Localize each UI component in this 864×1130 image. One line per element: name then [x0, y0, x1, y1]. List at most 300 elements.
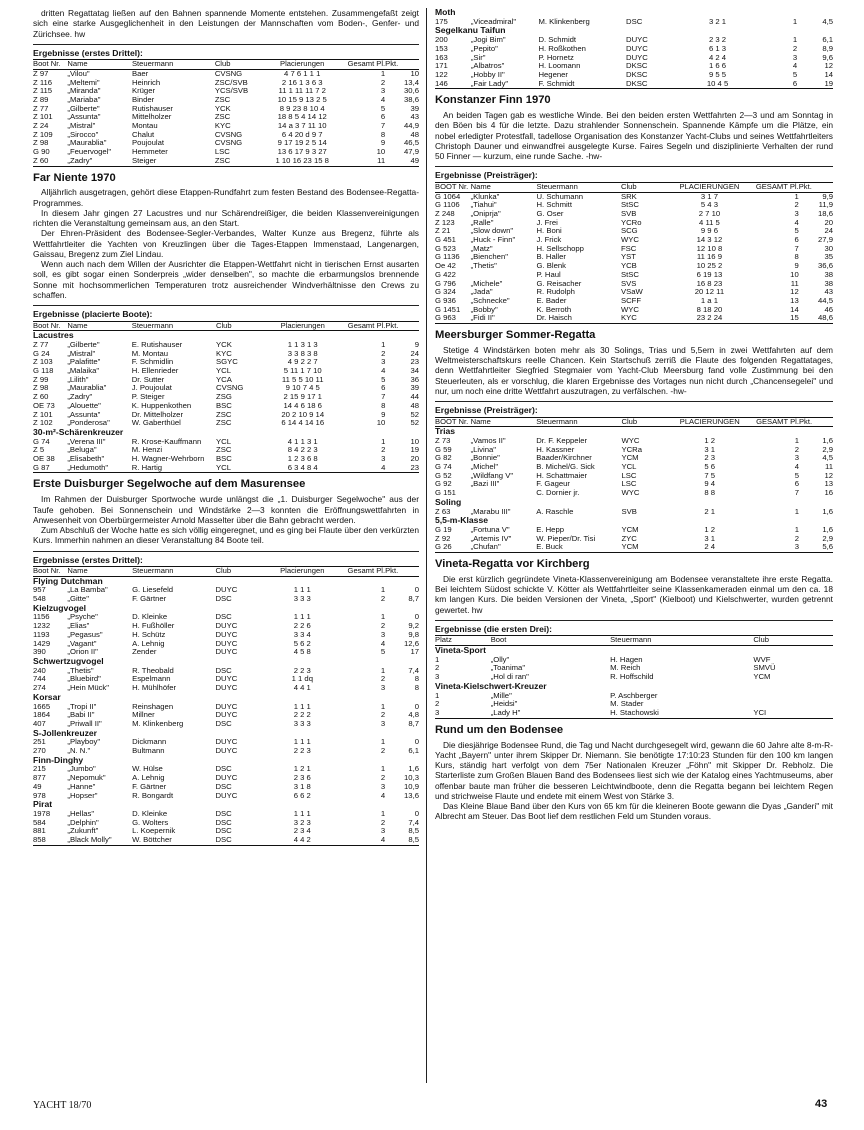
table-cell: 2: [380, 710, 386, 720]
table-cell: G. Reisacher: [536, 278, 582, 288]
table-cell: G 118: [33, 366, 54, 376]
column-header: Boot Nr.: [33, 566, 61, 576]
table-cell: 18,6: [818, 208, 833, 218]
table-cell: 43: [824, 287, 833, 297]
class-name: 30-m²-Schärenkreuzer: [33, 426, 124, 437]
table-cell: OE 38: [33, 454, 55, 464]
table-cell: „Hein Mück": [67, 683, 110, 693]
results-heading: Ergebnisse (erstes Drittel):: [33, 44, 419, 58]
table-cell: 3 1 8: [293, 781, 311, 791]
results-table: [435, 635, 833, 718]
table-cell: 1 1 1: [293, 808, 311, 818]
table-cell: 36: [410, 374, 419, 384]
table-cell: 4,5: [822, 16, 833, 26]
table-cell: 1: [794, 435, 799, 445]
table-cell: 1,6: [822, 506, 833, 516]
table-cell: 1 1 3 1 3: [287, 339, 318, 349]
table-cell: 2 16 1 3 6 3: [281, 77, 323, 87]
table-cell: 6 4 20 d 9 7: [281, 129, 323, 139]
table-cell: „Olly": [490, 654, 510, 664]
table-cell: 9: [380, 138, 386, 148]
table-cell: 10: [790, 269, 799, 279]
table-cell: G 151: [435, 488, 456, 498]
paragraph: dritten Regattatag ließen auf den Bahnen spannende Momente entstehen. Zusammengefaßt zeigt sich eine starke Ausgeglichenheit in den Leistungen der Mannschaften vom Boden-, Genfer- und Zürichsee. hw: [33, 8, 419, 39]
table-cell: 2 3 4: [293, 826, 311, 836]
table-cell: 1 2 1: [293, 764, 311, 774]
table-cell: DUYC: [215, 629, 238, 639]
table-cell: K. Huppenkothen: [131, 400, 192, 410]
table-body: [435, 192, 833, 324]
page-number: 43: [815, 1098, 828, 1110]
table-cell: DUYC: [215, 674, 238, 684]
table-cell: 38: [824, 278, 833, 288]
table-cell: 5: [792, 69, 798, 79]
table-cell: 858: [33, 835, 46, 845]
table-cell: 4: [792, 61, 798, 71]
table-cell: 8,5: [408, 826, 419, 836]
table-cell: 0: [414, 808, 419, 818]
table-cell: Z 101: [33, 112, 53, 122]
table-body: [33, 576, 419, 845]
table-cell: DUYC: [215, 638, 238, 648]
table-cell: WYC: [621, 435, 640, 445]
table-cell: Z 98: [33, 383, 49, 393]
table-cell: DUYC: [215, 683, 238, 693]
table-cell: YCRo: [620, 217, 642, 227]
table-cell: Baer: [131, 68, 149, 78]
table-cell: 9 4: [704, 479, 716, 489]
column-header: Placierungen: [280, 566, 325, 576]
table-cell: „Meltemi": [67, 77, 100, 87]
table-cell: 4: [380, 790, 386, 800]
table-cell: YCM: [621, 542, 639, 552]
table-cell: VSaW: [620, 287, 643, 297]
table-cell: 14 3 12: [696, 235, 723, 245]
table-cell: Z 77: [33, 339, 49, 349]
left-column: [33, 8, 419, 846]
column-header: Steuermann: [131, 320, 174, 330]
table-cell: Z 89: [33, 94, 49, 104]
table-cell: CVSNG: [214, 68, 243, 78]
table-cell: 14 4 6 18 6: [283, 400, 322, 410]
table-cell: 5: [381, 374, 386, 384]
table-cell: 14: [790, 304, 799, 314]
table-cell: 744: [33, 674, 46, 684]
table-cell: Baader/Kirchner: [536, 453, 592, 463]
table-row: [435, 543, 833, 552]
table-cell: 2 4: [704, 542, 716, 552]
table-cell: „Assunta": [67, 112, 101, 122]
class-name: Soling: [435, 496, 462, 507]
table-cell: 10 4 5: [706, 78, 729, 88]
paragraph: Zum Abschluß der Woche hatte es sich völlig eingeregnet, und es ging bei Flaute über den verkürzten Kurs. Immerhin nahmen an dieser Veranstaltung 84 Boote teil.: [33, 525, 419, 546]
table-cell: 8,5: [408, 835, 419, 845]
table-cell: 3: [792, 52, 798, 62]
table-cell: 240: [33, 665, 46, 675]
table-cell: „Zadry": [67, 155, 93, 165]
table-cell: 2: [380, 674, 386, 684]
table-cell: 1 1 1: [293, 585, 311, 595]
table-cell: 7 5: [704, 470, 716, 480]
table-cell: B. Michel/G. Sick: [536, 462, 595, 472]
table-row: [33, 792, 419, 801]
table-cell: 2: [380, 594, 386, 604]
table-cell: YCI: [753, 707, 767, 717]
table-cell: 1193: [33, 629, 50, 639]
table-cell: „Jogi Bim": [470, 35, 506, 45]
table-cell: „Nepomuk": [67, 773, 106, 783]
column-header: Boot Nr.: [33, 59, 61, 69]
table-cell: 10,3: [404, 773, 419, 783]
table-cell: DUYC: [215, 701, 238, 711]
table-cell: 1864: [33, 710, 51, 720]
table-cell: 46,5: [404, 138, 419, 148]
column-header: PLACIERUNGEN: [679, 416, 740, 426]
table-cell: 3 2 3: [293, 817, 311, 827]
table-cell: „Sir": [470, 52, 486, 62]
table-cell: 877: [33, 773, 46, 783]
table-cell: „N. N.": [67, 746, 91, 756]
table-cell: YCA: [216, 374, 232, 384]
table-cell: G 82: [435, 453, 452, 463]
table-cell: D. Schmidt: [538, 35, 577, 45]
table-cell: „Black Molly": [67, 835, 112, 845]
table-cell: 4: [380, 835, 386, 845]
table-cell: 2 7 10: [698, 208, 721, 218]
table-cell: 12 10 8: [696, 243, 723, 253]
table-cell: SVB: [621, 506, 637, 516]
table-cell: Dr. Haisch: [536, 313, 572, 323]
table-cell: [753, 692, 833, 701]
table-cell: 3: [794, 542, 799, 552]
table-cell: 2,9: [822, 533, 833, 543]
table-cell: 548: [33, 594, 46, 604]
table-cell: [471, 489, 537, 498]
table-cell: 7,4: [408, 817, 419, 827]
table-cell: 122: [435, 69, 448, 79]
table-cell: 3: [380, 629, 386, 639]
table-cell: 3: [380, 86, 386, 96]
right-column: [435, 8, 833, 822]
table-cell: 6 6 2: [293, 790, 311, 800]
table-cell: G 523: [435, 243, 456, 253]
column-header: Pkt.: [385, 566, 399, 576]
table-cell: 8: [414, 683, 419, 693]
table-cell: 153: [435, 43, 448, 53]
table-cell: 4 5 8: [293, 647, 311, 657]
table-cell: „Fidi II": [470, 313, 495, 323]
table-cell: 6 14 4 14 16: [281, 418, 325, 428]
table-cell: 5: [794, 470, 799, 480]
table-cell: DSC: [215, 764, 232, 774]
table-cell: YCK: [214, 103, 231, 113]
table-cell: ZSG: [216, 392, 232, 402]
table-cell: 274: [33, 683, 46, 693]
table-cell: 3 3 3: [293, 718, 311, 728]
table-cell: „Hedumoth": [67, 462, 109, 472]
table-cell: K. Berroth: [536, 304, 572, 314]
column-header: Club: [753, 635, 769, 645]
table-cell: „Viceadmiral": [470, 16, 517, 26]
table-cell: „Playboy": [67, 737, 101, 747]
table-cell: 9,2: [408, 621, 419, 631]
table-cell: 2 2 2: [293, 710, 311, 720]
table-cell: DUYC: [215, 710, 238, 720]
table-cell: C. Dornier jr.: [536, 488, 580, 498]
table-cell: „Gilberte": [67, 103, 100, 113]
table-cell: StSC: [620, 200, 639, 210]
table-cell: 1: [792, 16, 798, 26]
table-cell: G 1106: [435, 200, 460, 210]
article-text: [435, 345, 833, 396]
class-name: Segelkanu Taifun: [435, 25, 506, 36]
table-cell: 1 6 6: [708, 61, 727, 71]
table-cell: Z 63: [435, 506, 451, 516]
table-cell: B. Haller: [536, 252, 566, 262]
table-cell: 1: [794, 506, 799, 516]
table-cell: SMVÜ: [753, 663, 776, 673]
table-cell: 390: [33, 647, 46, 657]
table-cell: „Mille": [490, 690, 512, 700]
column-header: Name: [67, 566, 88, 576]
table-cell: L. Koepernik: [132, 826, 176, 836]
table-cell: 4,8: [408, 710, 419, 720]
table-cell: 9: [381, 409, 386, 419]
table-cell: M. Henzi: [131, 445, 163, 455]
table-cell: „Tropi II": [67, 701, 97, 711]
table-cell: 30,6: [404, 86, 419, 96]
table-cell: „Alouette": [67, 400, 101, 410]
table-cell: „Psyche": [67, 612, 98, 622]
table-cell: 5 11 1 7 10: [283, 366, 322, 376]
table-cell: 7,4: [408, 665, 419, 675]
table-cell: D. Kleinke: [132, 808, 168, 818]
table-cell: Poujoulat: [131, 138, 165, 148]
table-cell: 19: [410, 445, 419, 455]
results-heading: Ergebnisse (Preisträger):: [435, 166, 833, 180]
table-cell: „Hellas": [67, 808, 95, 818]
paragraph: Alljährlich ausgetragen, gehört diese Etappen-Rundfahrt zum festen Bestand des Bodensee-Regatta-Programmes.: [33, 187, 419, 208]
table-cell: 9: [794, 261, 799, 271]
table-cell: 8: [414, 674, 419, 684]
table-cell: G. Oser: [536, 208, 564, 218]
table-cell: CVSNG: [214, 138, 243, 148]
table-cell: H. Kassner: [536, 444, 575, 454]
table-cell: 5: [380, 647, 386, 657]
table-cell: H. Sellschopp: [536, 243, 584, 253]
table-cell: 0: [414, 612, 419, 622]
table-cell: 2 2 6: [293, 621, 311, 631]
table-cell: ZSC: [214, 112, 231, 122]
column-header: Gesamt Pl.: [347, 59, 386, 69]
class-name: Kielzugvogel: [33, 602, 87, 613]
table-cell: „Thetis": [470, 261, 497, 271]
table-cell: 2: [381, 348, 386, 358]
results-table: [33, 321, 419, 474]
table-cell: J. Frick: [536, 235, 562, 245]
table-cell: 39: [410, 383, 419, 393]
table-cell: U. Schumann: [536, 191, 584, 201]
table-cell: StSC: [620, 269, 639, 279]
column-header: Pkt.: [385, 59, 399, 69]
table-cell: WVF: [753, 654, 771, 664]
column-header: Platz: [435, 635, 452, 645]
table-cell: Chalut: [131, 129, 155, 139]
paragraph: Stetige 4 Windstärken boten mehr als 30 Solings, Trias und 5,5ern in zwei Wettfahrten auf dem Weltmeisterschaftskurs reelle Chancen. Kein Startschuß zerriß die Flaute des folgenden Regattatages, denn Wettfahrtleiter Siegfried Stegmaier vom Yacht-Club Meersburg fand volle Zustimmung bei den Steuerleuten, als er vorschlug, die klaren Ergebnisse des Vortages nun nicht durch „Chancensegelei" und nur, um noch eine dritte Wettfahrt auszutragen, zu verfälschen. -hw-: [435, 344, 833, 396]
class-name: Vineta-Kielschwert-Kreuzer: [435, 680, 547, 691]
table-cell: „Pepito": [470, 43, 498, 53]
class-name: S-Jollenkreuzer: [33, 727, 97, 738]
table-cell: „Elisabeth": [67, 454, 105, 464]
table-cell: 3: [380, 826, 386, 836]
class-name: Trias: [435, 426, 456, 437]
table-cell: WYC: [620, 235, 639, 245]
table-cell: Dr. Mittelholzer: [131, 409, 184, 419]
table-cell: DSC: [215, 817, 232, 827]
table-cell: 3 3 8 3 8: [287, 348, 318, 358]
table-cell: 4 4 1: [293, 683, 311, 693]
table-cell: DSC: [215, 781, 232, 791]
table-cell: DKSC: [626, 69, 648, 79]
table-row: [33, 464, 419, 473]
paragraph: Das Kleine Blaue Band über den Kurs von 65 km für die kleineren Boote gewann die Dyas „Ganderi" mit Albrecht am Steuer. Das Boot lief dem restlichen Feld um Stunden voraus.: [435, 801, 833, 822]
table-cell: F. Gärtner: [132, 594, 167, 604]
table-cell: G 90: [33, 147, 50, 157]
column-header: Name: [67, 59, 88, 69]
table-cell: 36,6: [818, 261, 833, 271]
table-cell: DUYC: [215, 773, 238, 783]
table-cell: „Wildfang V": [470, 470, 514, 480]
table-cell: 1: [380, 68, 386, 78]
table-cell: „Pegasus": [67, 629, 103, 639]
table-cell: DUYC: [626, 43, 648, 53]
table-cell: 12: [790, 287, 799, 297]
column-header: Steuermann: [132, 566, 174, 576]
table-cell: 12: [824, 470, 833, 480]
table-cell: CVSNG: [216, 383, 244, 393]
table-cell: SCG: [620, 226, 638, 236]
table-cell: G 26: [435, 542, 452, 552]
paragraph: Im Rahmen der Duisburger Sportwoche wurde unlängst die „1. Duisburger Segelwoche" aus der Taufe gehoben. Bei Sonnenschein und Windstärke 2—3 konnten die Eröffnungswettfahrten in Anwesenheit von Oberbürgermeister Arnold Masselter über die Bahn gebracht werden.: [33, 494, 419, 525]
table-cell: 19: [824, 78, 833, 88]
table-cell: 52: [410, 409, 419, 419]
table-cell: E. Buck: [536, 542, 563, 552]
table-body: [33, 331, 419, 473]
column-header: Club: [215, 566, 232, 576]
table-cell: 2: [792, 43, 798, 53]
table-cell: 2 15 9 17 1: [283, 392, 322, 402]
table-cell: 1: [381, 339, 386, 349]
table-cell: 49: [410, 155, 419, 165]
table-cell: 978: [33, 790, 46, 800]
table-row: [435, 508, 833, 517]
column-header: Placierungen: [280, 320, 325, 330]
table-cell: Z 24: [33, 121, 49, 131]
table-cell: G 451: [435, 235, 456, 245]
table-cell: 3: [380, 781, 386, 791]
table-cell: R. Hartig: [131, 462, 163, 472]
table-cell: 8,7: [408, 718, 419, 728]
table-cell: Oe 42: [435, 261, 456, 271]
table-cell: „Assunta": [67, 409, 101, 419]
table-cell: 10 25 2: [696, 261, 723, 271]
article-text: [435, 574, 833, 615]
column-divider: [426, 8, 427, 1083]
table-cell: Z 103: [33, 357, 53, 367]
table-cell: H. Mühlhöfer: [132, 683, 177, 693]
table-cell: ZSC: [214, 155, 231, 165]
table-cell: 9 5 5: [708, 69, 727, 79]
table-cell: 39: [410, 103, 419, 113]
table-cell: „Hanne": [67, 781, 96, 791]
table-row: [435, 314, 833, 323]
table-cell: 200: [435, 35, 448, 45]
table-cell: 1 a 1: [700, 295, 718, 305]
table-cell: BSC: [216, 454, 232, 464]
table-cell: 1: [380, 701, 386, 711]
table-cell: DSC: [215, 594, 232, 604]
table-cell: G 24: [33, 348, 50, 358]
table-cell: 5 6 2: [293, 638, 311, 648]
table-cell: 30: [824, 243, 833, 253]
table-cell: SVS: [620, 278, 637, 288]
table-cell: „Livina": [470, 444, 496, 454]
table-cell: KYC: [620, 313, 637, 323]
table-cell: 4: [794, 217, 799, 227]
table-cell: KYC: [214, 121, 231, 131]
table-cell: 44: [410, 392, 419, 402]
column-header: Pkt.: [385, 320, 399, 330]
table-cell: F. Schmidlin: [131, 357, 174, 367]
table-cell: 2 3: [704, 453, 716, 463]
table-cell: „Elias": [67, 621, 90, 631]
table-cell: 12,6: [404, 638, 419, 648]
table-cell: 270: [33, 746, 46, 756]
table-cell: 1232: [33, 621, 51, 631]
table-cell: 2: [380, 817, 386, 827]
table-cell: 35: [824, 252, 833, 262]
table-cell: „Oniprja": [470, 208, 501, 218]
table-cell: H. Schütz: [132, 629, 166, 639]
class-name: 5,5-m-Klasse: [435, 515, 489, 526]
table-cell: 13,6: [404, 790, 419, 800]
table-cell: LSC: [214, 147, 230, 157]
table-cell: „Mistral": [67, 121, 96, 131]
table-cell: H. Boni: [536, 226, 562, 236]
table-cell: 3: [794, 208, 799, 218]
results-heading: Ergebnisse (die ersten Drei):: [435, 620, 833, 634]
table-cell: R. Rudolph: [536, 287, 575, 297]
table-row: [33, 684, 419, 693]
table-cell: „Matz": [470, 243, 493, 253]
column-header: Pkt.: [798, 181, 812, 191]
column-header: Club: [620, 181, 637, 191]
table-cell: 4: [380, 638, 386, 648]
table-body: [33, 69, 419, 166]
table-cell: Dr. Sutter: [131, 374, 165, 384]
table-cell: H. Roßkothen: [538, 43, 586, 53]
table-cell: A. Lehnig: [132, 773, 165, 783]
table-cell: „Malaika": [67, 366, 100, 376]
results-heading: Ergebnisse (Preisträger):: [435, 401, 833, 415]
table-header: [435, 182, 833, 192]
table-cell: G 422: [435, 269, 456, 279]
table-body: [435, 8, 833, 89]
table-cell: 957: [33, 585, 46, 595]
table-cell: G 74: [33, 436, 50, 446]
table-cell: 4 7 6 1 1 1: [284, 68, 321, 78]
table-cell: G 19: [435, 524, 452, 534]
